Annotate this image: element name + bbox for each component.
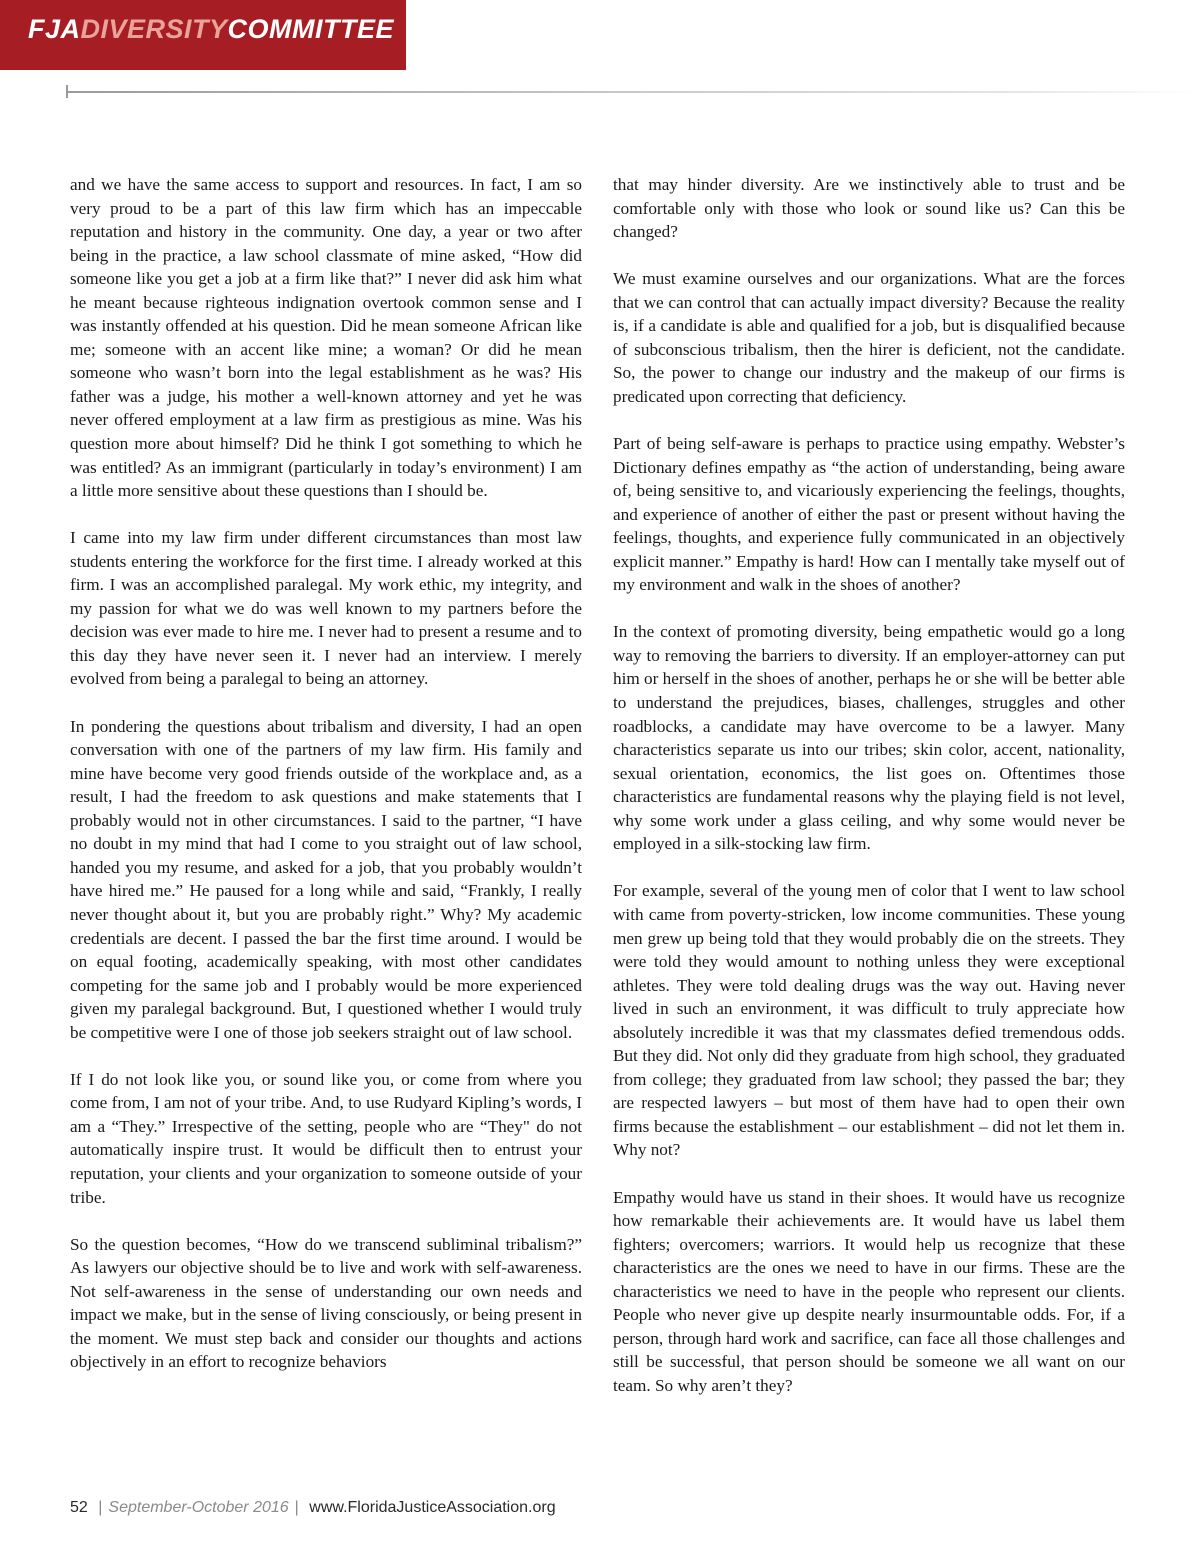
header-rule: [66, 91, 1198, 93]
article-column-right: [613, 173, 1125, 1421]
title-diversity: DIVERSITY: [80, 14, 228, 44]
paragraph: In pondering the questions about tribalism and diversity, I had an open conversation with one of the partners of my law firm. His family and mine have become very good friends outside of the workplace and, as a result, I had the freedom to ask questions and make statements that I probably would not in other circumstances. I said to the partner, “I have no doubt in my mind that had I come to you straight out of law school, handed you my resume, and asked for a job, that you probably wouldn’t have hired me.” He paused for a long while and said, “Frankly, I really never thought about it, but you are probably right.” Why? My academic credentials are decent. I passed the bar the first time around. I would be on equal footing, academically speaking, with most other candidates competing for the same job and I probably would be more experienced given my paralegal background. But, I questioned whether I would truly be competitive were I one of those job seekers straight out of law school.: [70, 716, 582, 1042]
footer-separator: |: [98, 1499, 103, 1516]
article-column-left: [70, 173, 582, 1397]
paragraph: Empathy would have us stand in their shoes. It would have us recognize how remarkable their achievements are. It would have us label them fighters; overcomers; warriors. It would help us recognize that these characteristics are the ones we need to have in our firms. These are the characteristics we need to have in the people who represent our clients. People who never give up despite nearly insurmountable odds. For, if a person, through hard work and sacrifice, can face all those challenges and still be successful, that person should be someone we all want on our team. So why aren’t they?: [613, 1187, 1125, 1395]
paragraph: For example, several of the young men of color that I went to law school with came from poverty-stricken, low income communities. These young men grew up being told that they would probably die on the streets. They were told they would amount to nothing unless they were exceptional athletes. They were told dealing drugs was the way out. Having never lived in such an environment, it was difficult to truly appreciate how absolutely incredible it was that my classmates defied tremendous odds. But they did. Not only did they graduate from high school, they graduated from college; they graduated from law school; they passed the bar; they are respected lawyers – but most of them have had to open their own firms because the establishment – our establishment – did not let them in. Why not?: [613, 881, 1125, 1160]
issue-date: September-October 2016: [108, 1499, 289, 1516]
title-committee: COMMITTEE: [227, 14, 395, 44]
header-band: [0, 0, 406, 70]
page-number: 52: [70, 1499, 88, 1516]
paragraph: and we have the same access to support and resources. In fact, I am so very proud to be a part of this law firm which has an impeccable reputation and history in the community. One day, a year or two after being in the practice, a law school classmate of mine asked, “How did someone like you get a job at a firm like that?” I never did ask him what he meant because righteous indignation overtook common sense and I was instantly offended at his question. Did he mean someone African like me; someone with an accent like mine; a woman? Or did he mean someone who wasn’t born into the legal establishment as he was? His father was a judge, his mother a well-known attorney and yet he was never offered employment at a law firm as prestigious as mine. Was his question more about himself? Did he think I got something to which he was entitled? As an immigrant (particularly in today’s environment) I am a little more sensitive about these questions than I should be.: [70, 175, 582, 501]
paragraph: In the context of promoting diversity, being empathetic would go a long way to removing the barriers to diversity. If an employer-attorney can put him or herself in the shoes of another, perhaps he or she will be better able to understand the prejudices, biases, challenges, struggles and other roadblocks, a candidate may have overcome to be a lawyer. Many characteristics separate us into our tribes; skin color, accent, nationality, sexual orientation, economics, the list goes on. Oftentimes those characteristics are fundamental reasons why the playing field is not level, why some work under a glass ceiling, and why some would never be employed in a silk-stocking law firm.: [613, 622, 1125, 854]
paragraph: We must examine ourselves and our organizations. What are the forces that we can control that can actually impact diversity? Because the reality is, if a candidate is able and qualified for a job, but is disqualified because of subconscious tribalism, then the hirer is deficient, not the candidate. So, the power to change our industry and the makeup of our firms is predicated upon correcting that deficiency.: [613, 269, 1125, 406]
website-link[interactable]: www.FloridaJusticeAssociation.org: [309, 1499, 556, 1516]
page-footer: [70, 1499, 556, 1517]
paragraph: If I do not look like you, or sound like you, or come from where you come from, I am not of your tribe. And, to use Rudyard Kipling’s words, I am a “They.” Irrespective of the setting, people who are “They" do not automatically inspire trust. It would be difficult then to entrust your reputation, your clients and your organization to someone outside of your tribe.: [70, 1069, 582, 1207]
paragraph: that may hinder diversity. Are we instinctively able to trust and be comfortable only with those who look or sound like us? Can this be changed?: [613, 175, 1125, 242]
paragraph: I came into my law firm under different circumstances than most law students entering the workforce for the first time. I already worked at this firm. I was an accomplished paralegal. My work ethic, my integrity, and my passion for what we do was well known to my partners before the decision was ever made to hire me. I never had to present a resume and to this day they have never seen it. I never had an interview. I merely evolved from being a paralegal to being an attorney.: [70, 528, 582, 689]
title-fja: FJA: [28, 14, 81, 44]
paragraph: So the question becomes, “How do we transcend subliminal tribalism?” As lawyers our objective should be to live and work with self-awareness. Not self-awareness in the sense of understanding our own needs and impact we make, but in the sense of living consciously, or being present in the moment. We must step back and consider our thoughts and actions objectively in an effort to recognize behaviors: [70, 1234, 583, 1372]
section-title: [28, 14, 394, 45]
footer-separator: |: [294, 1499, 299, 1516]
paragraph: Part of being self-aware is perhaps to practice using empathy. Webster’s Dictionary defines empathy as “the action of understanding, being aware of, being sensitive to, and vicariously experiencing the feelings, thoughts, and experience of another of either the past or present without having the feelings, thoughts, and experience fully communicated in an objectively explicit manner.” Empathy is hard! How can I mentally take myself out of my environment and walk in the shoes of another?: [613, 434, 1125, 595]
